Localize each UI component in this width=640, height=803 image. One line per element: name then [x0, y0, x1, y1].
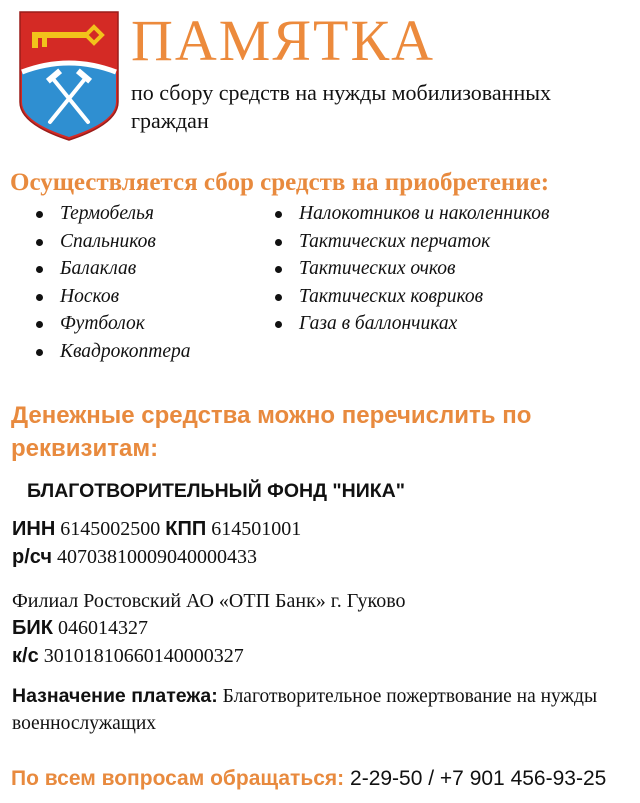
contact-line [11, 764, 606, 794]
bik-label: БИК [12, 617, 53, 639]
page-title: ПАМЯТКА [131, 8, 436, 73]
inn-value: 6145002500 [60, 518, 161, 540]
list-item: Газа в баллончиках [273, 310, 549, 338]
corr-label: к/с [12, 645, 39, 667]
page-subtitle: по сбору средств на нужды мобилизованных граждан [131, 80, 551, 133]
account-label: р/сч [12, 546, 52, 568]
coat-of-arms-emblem [18, 10, 120, 142]
inn-kpp-line [12, 516, 301, 542]
bank-branch: Филиал Ростовский АО «ОТП Банк» г. Гуково [12, 590, 406, 612]
list-item: Тактических ковриков [273, 283, 549, 311]
account-line [12, 544, 257, 570]
purpose-text: Благотворительное пожертвование на нужды военнослужащих [12, 686, 598, 734]
list-item: Квадрокоптера [34, 338, 191, 366]
purchase-heading: Осуществляется сбор средств на приобретение: [10, 169, 550, 196]
requisites-heading: Денежные средства можно перечислить по реквизитам: [11, 402, 532, 462]
purchase-list-right [273, 200, 549, 338]
bik-line [12, 615, 148, 641]
list-item: Спальников [34, 228, 191, 256]
kpp-label: КПП [165, 518, 207, 540]
list-item: Термобелья [34, 200, 191, 228]
inn-label: ИНН [12, 518, 56, 540]
list-item: Футболок [34, 310, 191, 338]
kpp-value: 614501001 [211, 518, 302, 540]
list-item: Тактических очков [273, 255, 549, 283]
corr-account-line [12, 643, 244, 669]
list-item: Балаклав [34, 255, 191, 283]
purpose-label: Назначение платежа: [12, 685, 218, 707]
purchase-list-left [34, 200, 191, 366]
list-item: Тактических перчаток [273, 228, 549, 256]
list-item: Налокотников и наколенников [273, 200, 549, 228]
contact-phones: 2-29-50 / +7 901 456-93-25 [350, 767, 607, 790]
account-value: 40703810009040000433 [57, 546, 257, 568]
corr-value: 30101810660140000327 [43, 645, 244, 667]
list-item: Носков [34, 283, 191, 311]
payment-purpose [12, 683, 627, 737]
bik-value: 046014327 [57, 617, 148, 639]
fund-name: БЛАГОТВОРИТЕЛЬНЫЙ ФОНД "НИКА" [27, 480, 405, 502]
contact-label: По всем вопросам обращаться: [11, 767, 345, 790]
